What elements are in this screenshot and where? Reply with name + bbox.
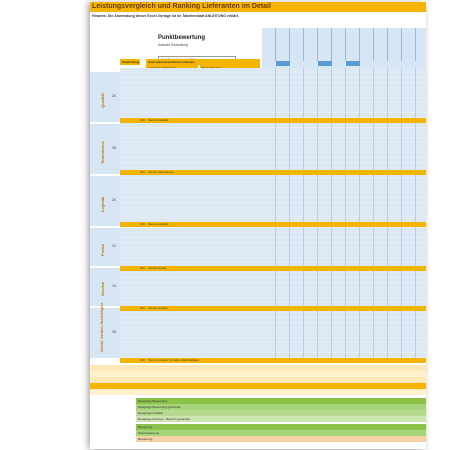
column-divider: [415, 28, 416, 61]
category-weight: 16: [112, 146, 116, 150]
ranking-label: Rangfolge Bewertung gewichtet: [138, 405, 181, 409]
summary-row: [90, 371, 426, 377]
ranking-label: Rangfolge Bewertung: [138, 399, 167, 403]
sum-label: Summe Qualität: [148, 118, 169, 122]
supplier-number-cell: [276, 61, 290, 66]
rating-grid[interactable]: [120, 68, 426, 358]
category-weight: 15: [112, 330, 116, 334]
sum-row: [120, 170, 426, 175]
ranking-row: [136, 436, 426, 442]
spreadsheet-document: [90, 2, 426, 449]
column-divider: [373, 28, 374, 61]
category-label: Umwelt, Soziales, Nachhaltigkeit: [100, 302, 104, 352]
sum-label: Summe Logistik: [148, 222, 168, 226]
sum-label: Summe Service: [148, 306, 168, 310]
category-label: Preise: [100, 243, 105, 256]
ranking-label: Bewertung: [138, 425, 153, 429]
ranking-label: Sternbewertung: [138, 431, 160, 435]
section-title: Punktbewertung: [158, 35, 206, 41]
sheet-title: Leistungsvergleich und Ranking Lieferanten im Detail: [90, 2, 426, 12]
sum-label: Summe Preise: [148, 266, 167, 270]
sheet-hint: Hinweis: Die Anwendung dieser Excel-Vorlage ist im Tabellenblatt ANLEITUNG erklärt.: [92, 14, 239, 18]
category-label: Logistik: [100, 196, 105, 212]
section-subtitle: Auswahl Gewichtung: [158, 43, 188, 47]
category-weight: 12: [112, 244, 116, 248]
category-label: Termintreue: [100, 141, 105, 164]
sum-weight: 100: [140, 170, 145, 174]
sum-weight: 100: [140, 306, 145, 310]
category-block: [90, 72, 120, 123]
sum-row: [120, 358, 426, 363]
category-block: [90, 268, 120, 307]
sum-weight: 100: [140, 358, 145, 362]
column-divider: [275, 28, 276, 61]
sum-weight: 100: [140, 222, 145, 226]
category-weight: 20: [112, 198, 116, 202]
ranking-label: Rangfolge Kriterien - Bereich gewichtet: [138, 417, 191, 421]
column-divider: [317, 28, 318, 61]
category-block: [90, 124, 120, 175]
grid-column-lines: [262, 68, 426, 358]
column-divider: [289, 28, 290, 61]
supplier-number-cell: [346, 61, 360, 66]
summary-row: [90, 383, 426, 389]
summary-row: [90, 389, 426, 395]
supplier-header-area: [262, 28, 426, 68]
category-block: [90, 228, 120, 267]
sum-weight: 100: [140, 118, 145, 122]
sum-row: [120, 118, 426, 123]
column-divider: [345, 28, 346, 61]
category-weight: 24: [112, 94, 116, 98]
ranking-label: Rangfolge Qualität: [138, 411, 163, 415]
column-divider: [359, 28, 360, 61]
weight-header: Gewichtung: [122, 60, 140, 64]
category-block: [90, 302, 120, 359]
ranking-section: [136, 398, 426, 449]
sum-row: [120, 222, 426, 227]
supplier-number-cell: [318, 61, 332, 66]
column-divider: [401, 28, 402, 61]
ranking-label: Bewertung: [138, 437, 153, 441]
column-divider: [387, 28, 388, 61]
summary-row: [90, 377, 426, 383]
sum-label: Summe Umwelt, Soziales, Nachhaltigkeit: [148, 358, 199, 362]
column-divider: [331, 28, 332, 61]
sum-row: [120, 306, 426, 311]
category-weight: 13: [112, 284, 116, 288]
column-divider: [303, 28, 304, 61]
category-label: Qualität: [100, 93, 105, 108]
sum-row: [120, 266, 426, 271]
summary-row: [90, 365, 426, 371]
sum-weight: 100: [140, 266, 145, 270]
category-block: [90, 176, 120, 227]
criteria-header: Unternehmenskriterien Lieferant: [146, 59, 260, 65]
ranking-row: [136, 416, 426, 422]
sum-label: Summe Termintreue: [148, 170, 174, 174]
category-label: Service: [100, 281, 105, 296]
